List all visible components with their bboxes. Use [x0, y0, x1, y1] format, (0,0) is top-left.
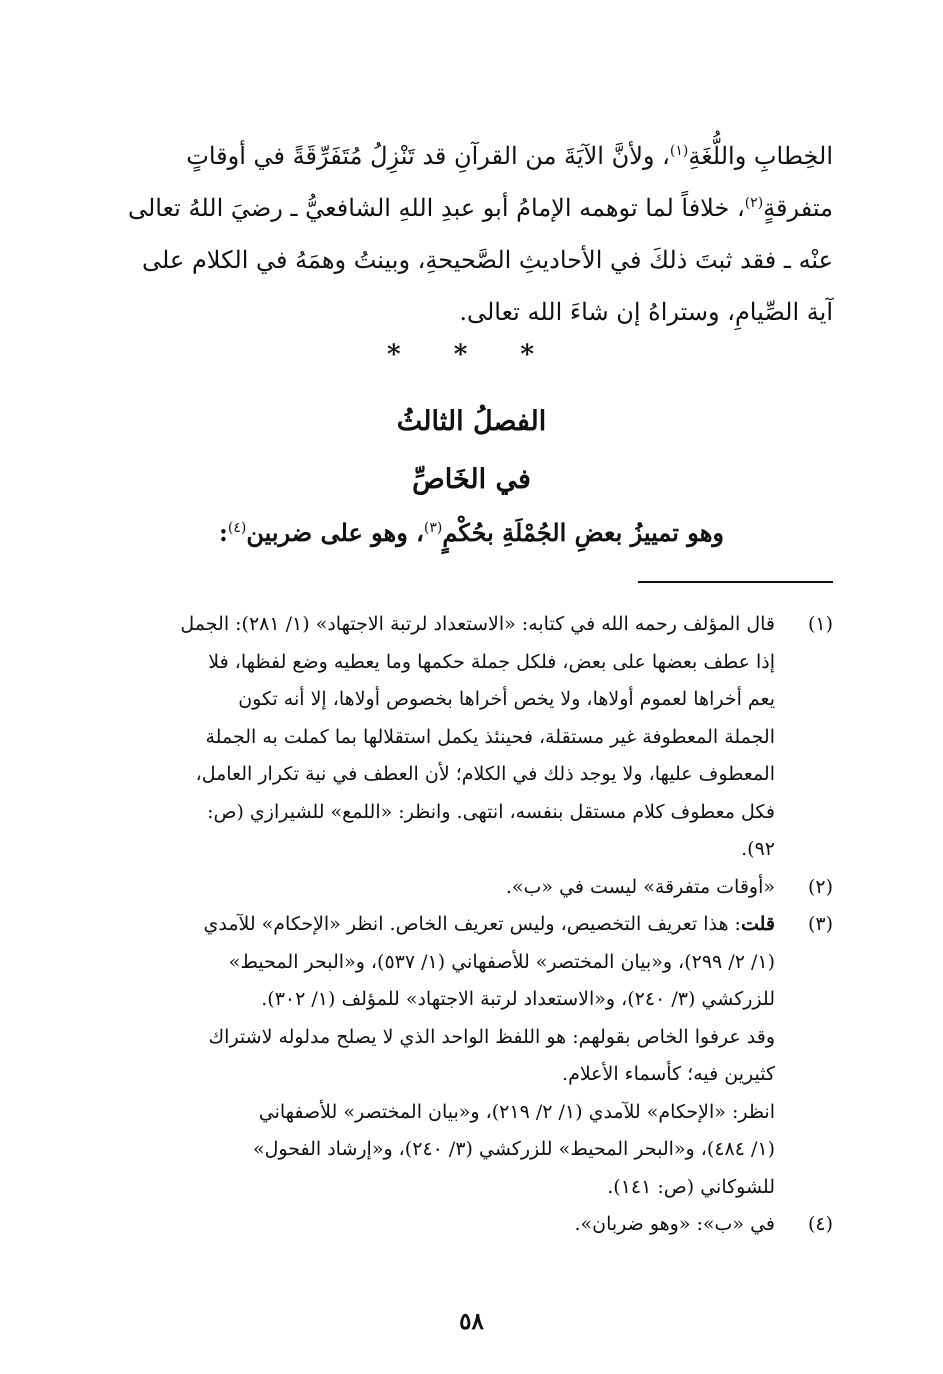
footnote-line: كثيرين فيه؛ كأسماء الأعلام. [562, 1063, 775, 1085]
footnote-ref[interactable]: (٤) [227, 520, 247, 536]
footnote-line: (١/ ٤٨٤)، و«البحر المحيط» للزركشي (٣/ ٢٤٠)، و«إرشاد الفحول» [252, 1138, 775, 1160]
footnote-body [123, 869, 775, 907]
footnote [123, 906, 833, 1206]
footnote [123, 869, 833, 907]
footnote-ref[interactable]: (٣) [423, 520, 443, 536]
footnote-line [123, 906, 775, 944]
footnote-body [123, 606, 775, 869]
paragraph-line: آية الصِّيامِ، وستراهُ إن شاءَ الله تعالى. [459, 298, 833, 326]
footnote-line: (١/ ٢/ ٢٩٩)، و«بيان المختصر» للأصفهاني (١/ ٥٣٧)، و«البحر المحيط» [228, 950, 775, 973]
text-segment: وهو تمييزُ بعضِ الجُمْلَةِ بحُكْمٍ [442, 518, 724, 547]
footnote-line: انظر: «الإحكام» للآمدي (١/ ٢/ ٢١٩)، و«بيان المختصر» للأصفهاني [258, 1100, 775, 1123]
footnote-ref[interactable]: (١) [669, 143, 689, 159]
text-segment: : هذا تعريف التخصيص، وليس تعريف الخاص. انظر «الإحكام» للآمدي [203, 913, 741, 935]
main-paragraph [127, 130, 833, 338]
footnote-body [123, 906, 775, 1206]
footnote-number: (٣) [807, 913, 833, 935]
paragraph-line [127, 182, 833, 234]
text-segment: الخِطابِ واللُّغَةِ [688, 142, 833, 170]
footnote [123, 1206, 833, 1244]
footnote [123, 606, 833, 869]
chapter-subtitle: في الخَاصِّ [412, 464, 531, 495]
footnote-number: (٢) [807, 875, 833, 898]
footnote-line: الجملة المعطوفة غير مستقلة، فحينئذ يكمل استقلالها بما كملت به الجملة [205, 725, 775, 748]
page-number: ٥٨ [459, 1308, 484, 1335]
footnote-divider [638, 581, 833, 583]
text-segment: : [219, 518, 228, 547]
footnotes-section [123, 606, 833, 1244]
footnote-number: (١) [807, 613, 833, 635]
footnote-ref[interactable]: (٢) [744, 195, 764, 211]
paragraph-line [127, 130, 833, 182]
footnote-line: للشوكاني (ص: ١٤١). [607, 1175, 775, 1198]
footnote-number: (٤) [807, 1213, 833, 1235]
text-segment: ، ولأنَّ الآيَةَ من القرآنِ قد تَنْزِلُ مُتَفَرِّقَةً في أوقاتٍ [186, 142, 670, 170]
footnote-line: في «ب»: «وهو ضربان». [574, 1213, 775, 1235]
paragraph-line: عنْه ـ فقد ثبتَ ذلكَ في الأحاديثِ الصَّحيحةِ، وبينتُ وهمَهُ في الكلام على [142, 246, 833, 274]
footnote-line: وقد عرفوا الخاص بقولهم: هو اللفظ الواحد الذي لا يصلح مدلوله لاشتراك [208, 1025, 775, 1048]
section-separator: * * * [387, 340, 556, 370]
footnote-line: فكل معطوف كلام مستقل بنفسه، انتهى. وانظر: «اللمع» للشيرازي (ص: [207, 800, 775, 823]
footnote-line: المعطوف عليها، ولا يوجد ذلك في الكلام؛ لأن العطف في نية تكرار العامل، [195, 763, 775, 785]
footnote-line: للزركشي (٣/ ٢٤٠)، و«الاستعداد لرتبة الاجتهاد» للمؤلف (١/ ٣٠٢). [261, 988, 775, 1010]
footnote-line: يعم أخراها لعموم أولاها، ولا يخص أخراها بخصوص أولاها، إلا أنه تكون [238, 688, 775, 710]
text-segment: ، خلافاً لما توهمه الإمامُ أبو عبدِ اللهِ الشافعيُّ ـ رضيَ اللهُ تعالى [127, 194, 745, 222]
chapter-title: الفصلُ الثالثُ [396, 406, 547, 437]
text-segment: متفرقةٍ [763, 194, 833, 222]
footnote-lead: قلت [740, 913, 775, 935]
chapter-definition [0, 518, 943, 547]
footnote-line: «أوقات متفرقة» ليست في «ب». [505, 875, 775, 898]
footnote-body [123, 1206, 775, 1244]
footnote-line: قال المؤلف رحمه الله في كتابه: «الاستعداد لرتبة الاجتهاد» (١/ ٢٨١): الجمل [180, 613, 775, 635]
text-segment: ، وهو على ضربين [246, 518, 424, 547]
footnote-line: إذا عطف بعضها على بعض، فلكل جملة حكمها وما يعطيه وضع لفظها، فلا [208, 650, 775, 673]
footnote-line: ٩٢). [741, 838, 775, 860]
